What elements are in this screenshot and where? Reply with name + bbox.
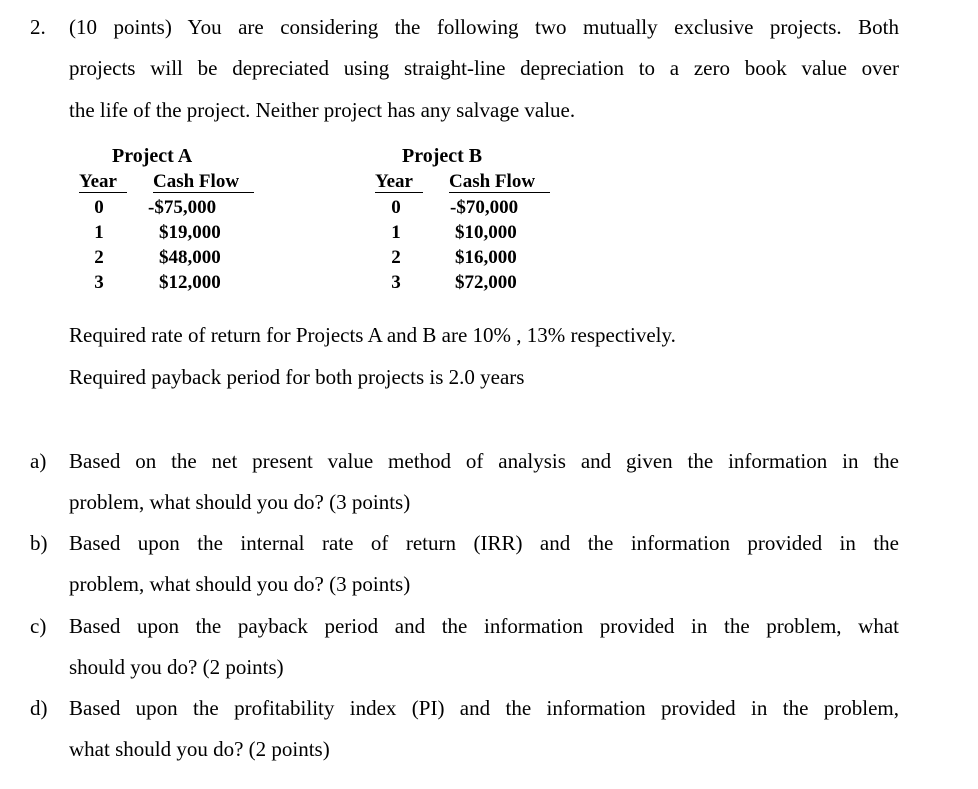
project-a-cash-1: $19,000 xyxy=(159,222,221,243)
project-a-cash-2: $48,000 xyxy=(159,247,221,268)
project-a-title: Project A xyxy=(112,145,193,167)
project-a-year-3: 3 xyxy=(94,272,104,293)
intro-line-1: (10 points) You are considering the following two mutually exclusive projects. Both xyxy=(69,15,899,39)
project-b-year-header: Year xyxy=(375,171,413,192)
part-a-label: a) xyxy=(30,449,47,473)
part-b-line-2: problem, what should you do? (3 points) xyxy=(69,572,411,596)
project-b-cash-2: $16,000 xyxy=(455,247,517,268)
part-c-line-2: should you do? (2 points) xyxy=(69,655,284,679)
required-rate-of-return: Required rate of return for Projects A and B are 10% , 13% respectively. xyxy=(69,323,676,347)
part-a-line-2: problem, what should you do? (3 points) xyxy=(69,490,411,514)
project-b-cash-underline xyxy=(449,192,550,193)
project-b-cash-0: -$70,000 xyxy=(450,197,519,218)
project-b-cash-3: $72,000 xyxy=(455,272,517,293)
project-b-year-underline xyxy=(375,192,423,193)
required-payback-period: Required payback period for both projects is 2.0 years xyxy=(69,365,525,389)
project-b-year-2: 2 xyxy=(391,247,401,268)
part-c-label: c) xyxy=(30,614,47,638)
question-number: 2. xyxy=(30,15,46,39)
intro-line-2: projects will be depreciated using straight-line depreciation to a zero book value over xyxy=(69,56,899,80)
project-a-cash-header: Cash Flow xyxy=(153,171,240,192)
intro-line-3: the life of the project. Neither project has any salvage value. xyxy=(69,98,576,122)
part-d-line-1: Based upon the profitability index (PI) and the information provided in the problem, xyxy=(69,696,899,720)
part-d-label: d) xyxy=(30,696,48,720)
part-b-line-1: Based upon the internal rate of return (IRR) and the information provided in the xyxy=(69,531,899,555)
project-a-year-2: 2 xyxy=(94,247,104,268)
project-a-cash-3: $12,000 xyxy=(159,272,221,293)
part-d-line-2: what should you do? (2 points) xyxy=(69,737,330,761)
project-b-cash-header: Cash Flow xyxy=(449,171,536,192)
part-b-label: b) xyxy=(30,531,48,555)
project-b-year-3: 3 xyxy=(391,272,401,293)
project-b-year-1: 1 xyxy=(391,222,401,243)
project-a-cash-underline xyxy=(153,192,254,193)
project-a-year-0: 0 xyxy=(94,197,104,218)
part-a-line-1: Based on the net present value method of analysis and given the information in the xyxy=(69,449,899,473)
project-b-title: Project B xyxy=(402,145,483,167)
project-a-year-underline xyxy=(79,192,127,193)
project-b-cash-1: $10,000 xyxy=(455,222,517,243)
part-c-line-1: Based upon the payback period and the information provided in the problem, what xyxy=(69,614,899,638)
project-b-year-0: 0 xyxy=(391,197,401,218)
project-a-cash-0: -$75,000 xyxy=(148,197,217,218)
project-a-year-1: 1 xyxy=(94,222,104,243)
project-a-year-header: Year xyxy=(79,171,117,192)
